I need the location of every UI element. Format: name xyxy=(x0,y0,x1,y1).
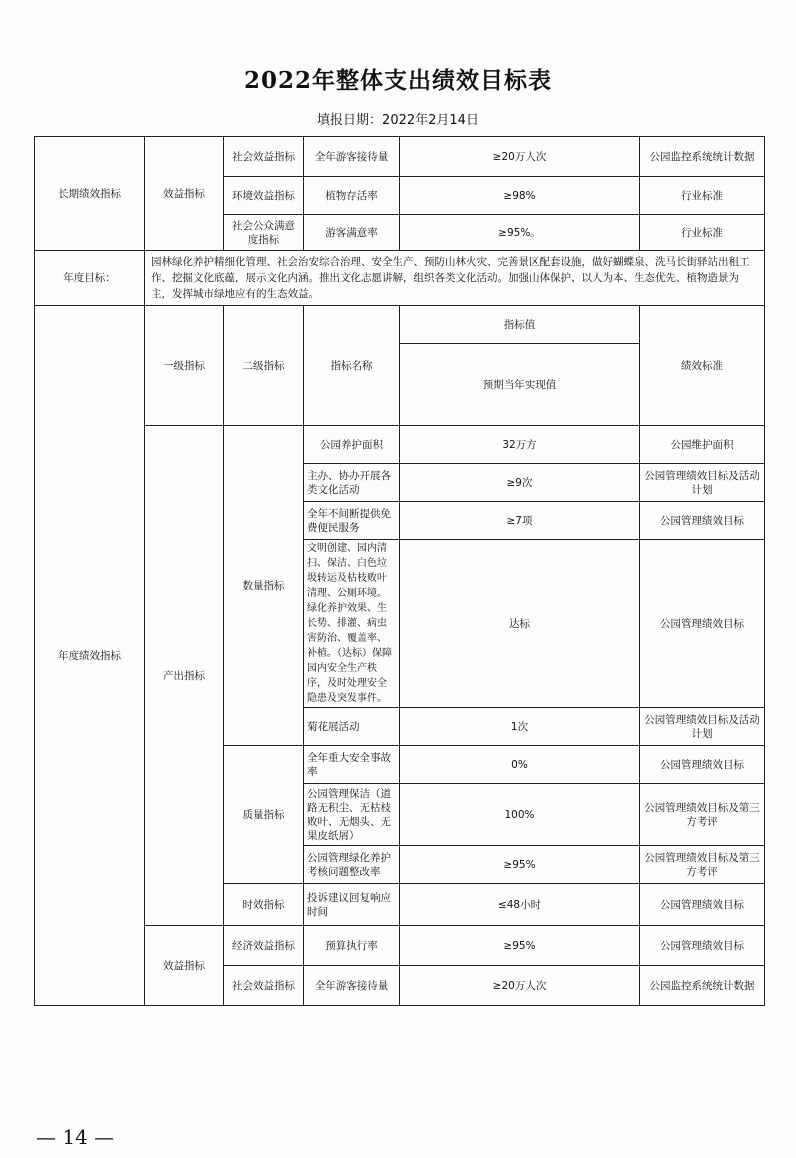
annual-goal-text: 园林绿化养护精细化管理、社会治安综合治理、安全生产、预防山林火灾、完善景区配套设施，做好蝴蝶泉、洗马长街驿站出租工作、挖掘文化底蕴，展示文化内涵。推出文化志愿讲解，组织各类文化活动。加强山体保护、以人为本、生态优先、植物造景为主，发挥城市绿地应有的生态效益。 xyxy=(145,251,765,306)
indicator-value: 达标 xyxy=(400,540,640,708)
benefit-label: 效益指标 xyxy=(145,926,224,1006)
indicator-standard: 公园管理绩效目标 xyxy=(640,926,765,966)
page-title: 2022年整体支出绩效目标表 xyxy=(243,67,552,94)
level2-cell: 社会效益指标 xyxy=(224,137,304,177)
indicator-value: ≥7项 xyxy=(400,502,640,540)
indicator-name: 文明创建、园内清扫、保洁、白色垃圾转运及枯枝败叶清理、公厕环境。绿化养护效果、生长势、排灌、病虫害防治、覆盖率、补植。（达标）保障园内安全生产秩序，及时处理安全隐患及突发事件。 xyxy=(304,540,400,708)
table-row xyxy=(35,426,765,464)
level2-cell: 经济效益指标 xyxy=(224,926,304,966)
indicator-value: ≥20万人次 xyxy=(400,137,640,177)
indicator-standard: 公园监控系统统计数据 xyxy=(640,137,765,177)
table-row xyxy=(35,926,765,966)
indicator-name: 全年游客接待量 xyxy=(304,137,400,177)
indicator-value: ≥98% xyxy=(400,177,640,215)
indicator-standard: 公园监控系统统计数据 xyxy=(640,966,765,1006)
header-standard: 绩效标准 xyxy=(640,306,765,426)
indicator-name: 投诉建议回复响应时间 xyxy=(304,884,400,926)
header-level1: 一级指标 xyxy=(145,306,224,426)
header-value-group: 指标值 xyxy=(400,306,640,344)
indicator-standard: 行业标准 xyxy=(640,177,765,215)
indicator-value: ≥95%。 xyxy=(400,215,640,251)
indicator-value: 32万方 xyxy=(400,426,640,464)
level2-cell: 环境效益指标 xyxy=(224,177,304,215)
indicator-name: 游客满意率 xyxy=(304,215,400,251)
level2-cell: 社会效益指标 xyxy=(224,966,304,1006)
table-row xyxy=(35,251,765,306)
level2-cell: 社会公众满意度指标 xyxy=(224,215,304,251)
indicator-name: 全年游客接待量 xyxy=(304,966,400,1006)
indicator-value: ≥9次 xyxy=(400,464,640,502)
indicator-standard: 公园管理绩效目标及第三方考评 xyxy=(640,846,765,884)
indicator-name: 主办、协办开展各类文化活动 xyxy=(304,464,400,502)
indicator-value: 100% xyxy=(400,784,640,846)
level1-cell: 效益指标 xyxy=(145,137,224,251)
indicator-name: 公园管理绿化养护考核问题整改率 xyxy=(304,846,400,884)
indicator-standard: 公园管理绩效目标 xyxy=(640,746,765,784)
annual-goal-label: 年度目标： xyxy=(35,251,145,306)
performance-table xyxy=(34,136,765,1006)
quantity-label: 数量指标 xyxy=(224,426,304,746)
output-label: 产出指标 xyxy=(145,426,224,926)
header-name: 指标名称 xyxy=(304,306,400,426)
indicator-name: 菊花展活动 xyxy=(304,708,400,746)
indicator-standard: 公园管理绩效目标及活动计划 xyxy=(640,464,765,502)
indicator-standard: 公园管理绩效目标 xyxy=(640,540,765,708)
indicator-value: ≤48小时 xyxy=(400,884,640,926)
header-level2: 二级指标 xyxy=(224,306,304,426)
indicator-name: 公园养护面积 xyxy=(304,426,400,464)
indicator-standard: 公园管理绩效目标 xyxy=(640,502,765,540)
indicator-name: 全年不间断提供免费便民服务 xyxy=(304,502,400,540)
table-row xyxy=(35,137,765,177)
indicator-standard: 公园维护面积 xyxy=(640,426,765,464)
indicator-value: ≥20万人次 xyxy=(400,966,640,1006)
annual-label: 年度绩效指标 xyxy=(35,306,145,1006)
indicator-name: 全年重大安全事故率 xyxy=(304,746,400,784)
quality-label: 质量指标 xyxy=(224,746,304,884)
indicator-value: ≥95% xyxy=(400,926,640,966)
table-row xyxy=(35,306,765,344)
report-date: 填报日期：2022年2月14日 xyxy=(317,113,479,128)
header-value-sub: 预期当年实现值 xyxy=(400,344,640,426)
indicator-standard: 行业标准 xyxy=(640,215,765,251)
indicator-standard: 公园管理绩效目标及第三方考评 xyxy=(640,784,765,846)
indicator-name: 植物存活率 xyxy=(304,177,400,215)
timeliness-label: 时效指标 xyxy=(224,884,304,926)
indicator-value: 0% xyxy=(400,746,640,784)
indicator-standard: 公园管理绩效目标及活动计划 xyxy=(640,708,765,746)
indicator-value: ≥95% xyxy=(400,846,640,884)
indicator-standard: 公园管理绩效目标 xyxy=(640,884,765,926)
indicator-name: 公园管理保洁（道路无积尘、无枯枝败叶、无烟头、无果皮纸屑） xyxy=(304,784,400,846)
long-term-label: 长期绩效指标 xyxy=(35,137,145,251)
indicator-value: 1次 xyxy=(400,708,640,746)
page-number: — 14 — xyxy=(36,1125,115,1149)
indicator-name: 预算执行率 xyxy=(304,926,400,966)
